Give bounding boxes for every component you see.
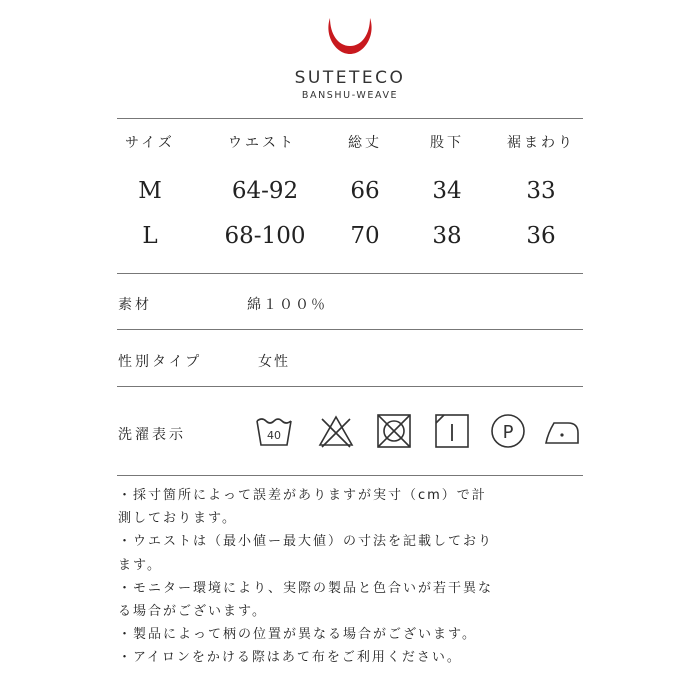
material-value: 綿１００％ [247,297,327,313]
row-waist: 64-92 [231,178,299,204]
note-line: ・採寸箇所によって誤差がありますが実寸（cm）で計 [118,488,487,503]
divider [117,118,583,119]
divider [117,273,583,274]
note-line: る場合がございます。 [118,604,267,620]
note-line: 測しております。 [118,511,237,527]
table-row [117,223,583,263]
row-inseam: 34 [432,178,462,204]
no-tumble-dry-icon [374,411,414,451]
row-hem: 36 [526,223,556,249]
header-inseam: 股下 [430,135,464,151]
material-label: 素材 [118,297,152,313]
size-table-header [117,120,583,160]
row-size: M [138,178,162,204]
header-size: サイズ [125,135,175,151]
row-inseam: 38 [432,223,462,249]
care-label: 洗濯表示 [118,427,186,443]
line-dry-shade-icon [432,411,472,451]
divider [117,475,583,476]
wash-40-icon [254,411,294,451]
brand-tagline: BANSHU-WEAVE [301,90,399,101]
divider [117,329,583,330]
dry-clean-p-icon [488,411,528,451]
note-line: ・ウエストは（最小値ー最大値）の寸法を記載しており [118,534,494,550]
iron-icon [542,411,582,451]
row-total-length: 66 [350,178,380,204]
row-hem: 33 [526,178,556,204]
brand-emblem-icon [320,14,380,62]
header-waist: ウエスト [228,135,296,151]
row-waist: 68-100 [224,223,306,249]
row-total-length: 70 [350,223,380,249]
row-size: L [142,223,158,249]
notes [118,484,588,670]
wash-temp-label: 40 [267,429,281,442]
gender-value: 女性 [258,354,290,370]
brand-logo [0,14,700,101]
brand-name: SUTETECO [294,68,406,88]
gender-label: 性別タイプ [118,354,203,370]
care-icons [254,411,584,453]
header-total-length: 総丈 [348,135,382,151]
svg-text:P: P [502,422,514,443]
note-line: ・製品によって柄の位置が異なる場合がございます。 [118,627,477,643]
note-line: ・モニター環境により、実際の製品と色合いが若干異な [118,580,494,596]
table-row [117,178,583,218]
no-bleach-icon [316,411,356,451]
note-line: ・アイロンをかける際はあて布をご利用ください。 [118,650,462,666]
note-line: ます。 [118,557,162,573]
divider [117,386,583,387]
header-hem: 裾まわり [507,135,575,151]
